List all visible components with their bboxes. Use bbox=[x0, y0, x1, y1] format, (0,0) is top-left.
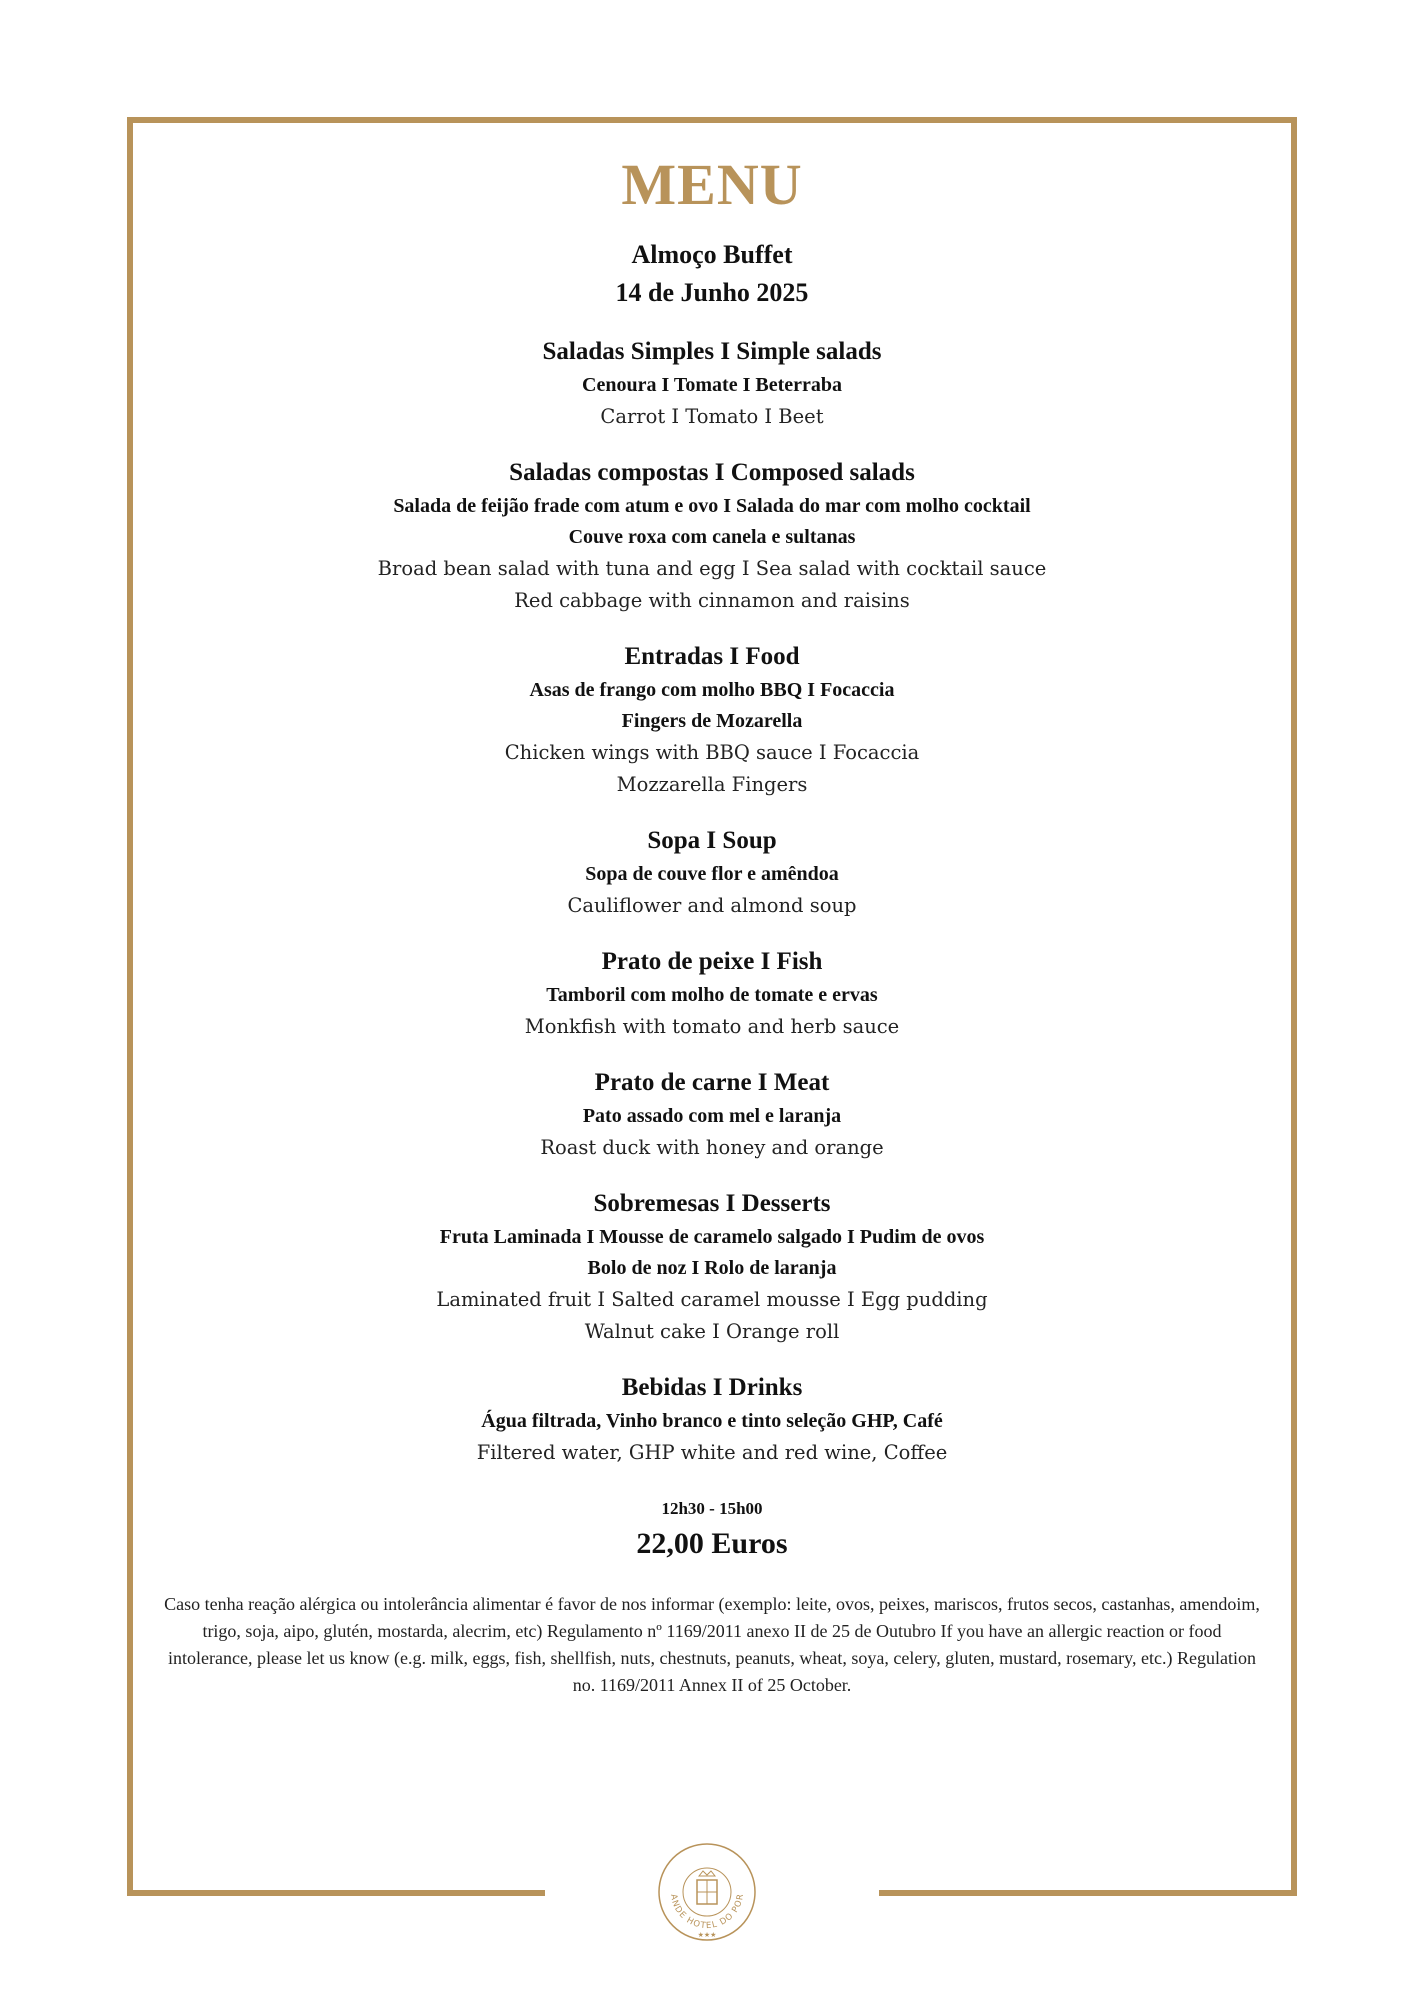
dish-portuguese: Asas de frango com molho BBQ I Focaccia bbox=[529, 679, 895, 701]
dish-portuguese: Sopa de couve flor e amêndoa bbox=[585, 863, 839, 885]
dish-english: Filtered water, GHP white and red wine, Coffee bbox=[476, 1441, 948, 1464]
allergy-disclaimer: Caso tenha reação alérgica ou intolerância alimentar é favor de nos informar (exemplo: leite, ovos, peixes, mariscos, frutos secos, castanhas, amendoim, trigo, soja, aipo, glutén, mostarda, alecrim, etc) Regulamento nº 1169/2011 anexo II de 25 de Outubro If you have an allergic reaction or food intolerance, please let us know (e.g. milk, eggs, fish, shellfish, nuts, chestnuts, peanuts, wheat, soya, celery, gluten, mustard, rosemary, etc.) Regulation no. 1169/2011 Annex II of 25 October. bbox=[164, 1594, 1260, 1695]
menu-content bbox=[133, 150, 1291, 1699]
dish-english: Laminated fruit I Salted caramel mousse I Egg pudding bbox=[436, 1288, 988, 1311]
menu-section bbox=[133, 1065, 1291, 1164]
dish-english: Chicken wings with BBQ sauce I Focaccia bbox=[504, 741, 920, 764]
svg-text:★★★: ★★★ bbox=[697, 1931, 717, 1939]
service-hours: 12h30 - 15h00 bbox=[661, 1499, 763, 1518]
dish-portuguese: Bolo de noz I Rolo de laranja bbox=[587, 1257, 837, 1279]
dish-portuguese: Cenoura I Tomate I Beterraba bbox=[582, 374, 842, 396]
frame-border-right bbox=[1291, 117, 1297, 1896]
section-title: Prato de carne I Meat bbox=[594, 1069, 830, 1096]
dish-portuguese: Pato assado com mel e laranja bbox=[582, 1105, 842, 1127]
dish-portuguese: Fruta Laminada I Mousse de caramelo salgado I Pudim de ovos bbox=[439, 1226, 985, 1248]
dish-english: Walnut cake I Orange roll bbox=[584, 1320, 840, 1343]
dish-portuguese: Couve roxa com canela e sultanas bbox=[568, 526, 856, 548]
menu-sections bbox=[133, 334, 1291, 1469]
frame-border-bottom-left bbox=[127, 1890, 545, 1896]
dish-english: Mozzarella Fingers bbox=[616, 773, 808, 796]
menu-subtitle: Almoço Buffet bbox=[631, 240, 793, 269]
menu-section bbox=[133, 823, 1291, 922]
menu-date: 14 de Junho 2025 bbox=[615, 278, 809, 307]
dish-portuguese: Salada de feijão frade com atum e ovo I Salada do mar com molho cocktail bbox=[393, 495, 1031, 517]
logo-text: ANDE HOTEL DO POR bbox=[667, 1893, 747, 1932]
section-title: Saladas Simples I Simple salads bbox=[542, 338, 882, 365]
menu-section bbox=[133, 334, 1291, 433]
dish-portuguese: Água filtrada, Vinho branco e tinto seleção GHP, Café bbox=[481, 1410, 943, 1432]
menu-section bbox=[133, 455, 1291, 617]
hotel-crest-icon bbox=[655, 1840, 759, 1944]
menu-section bbox=[133, 1370, 1291, 1469]
page-title: MENU bbox=[621, 152, 803, 217]
menu-price: 22,00 Euros bbox=[636, 1527, 788, 1560]
dish-english: Broad bean salad with tuna and egg I Sea salad with cocktail sauce bbox=[377, 557, 1047, 580]
menu-section bbox=[133, 1186, 1291, 1348]
section-title: Prato de peixe I Fish bbox=[601, 948, 823, 975]
menu-section bbox=[133, 944, 1291, 1043]
dish-english: Monkfish with tomato and herb sauce bbox=[524, 1015, 900, 1038]
section-title: Sobremesas I Desserts bbox=[593, 1190, 831, 1217]
menu-section bbox=[133, 639, 1291, 801]
dish-portuguese: Fingers de Mozarella bbox=[621, 710, 803, 732]
section-title: Bebidas I Drinks bbox=[621, 1374, 803, 1401]
dish-english: Cauliflower and almond soup bbox=[567, 894, 857, 917]
section-title: Sopa I Soup bbox=[647, 827, 777, 854]
dish-english: Roast duck with honey and orange bbox=[540, 1136, 884, 1159]
section-title: Saladas compostas I Composed salads bbox=[509, 459, 915, 486]
dish-portuguese: Tamboril com molho de tomate e ervas bbox=[546, 984, 878, 1006]
dish-english: Carrot I Tomato I Beet bbox=[600, 405, 824, 428]
dish-english: Red cabbage with cinnamon and raisins bbox=[514, 589, 910, 612]
section-title: Entradas I Food bbox=[624, 643, 800, 670]
frame-border-top bbox=[127, 117, 1297, 123]
frame-border-bottom-right bbox=[879, 1890, 1297, 1896]
